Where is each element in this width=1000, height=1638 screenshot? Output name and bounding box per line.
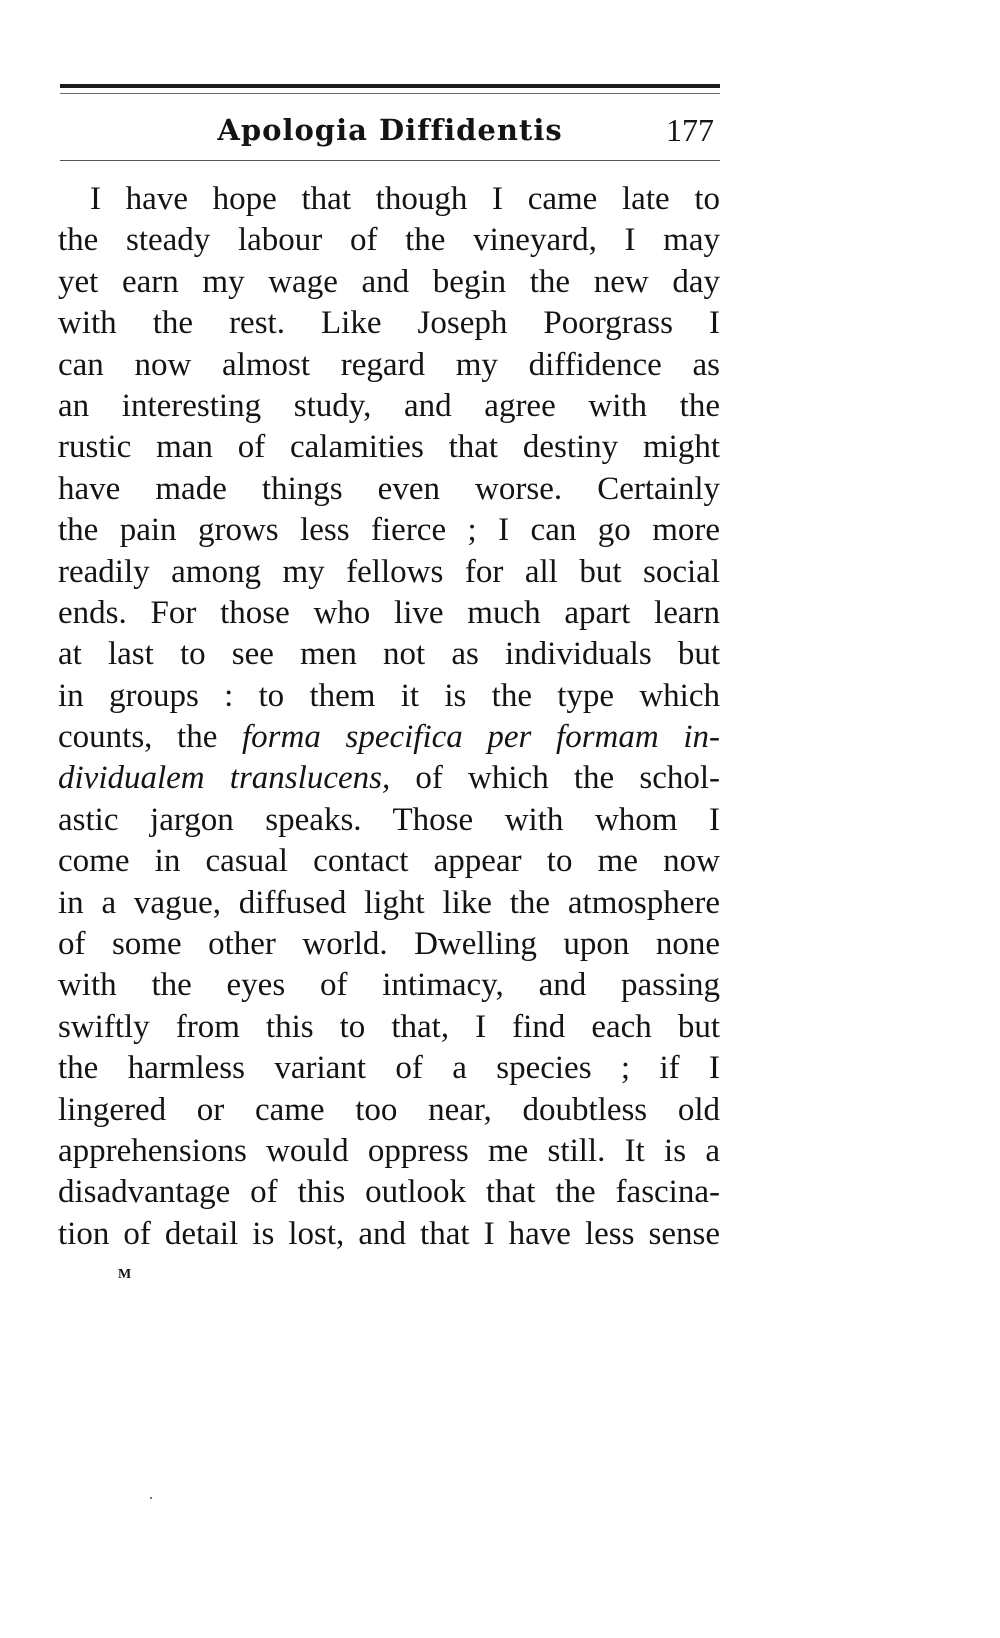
running-head — [60, 110, 720, 154]
text-line: astic jargon speaks. Those with whom I — [58, 801, 720, 838]
text-line: of some other world. Dwelling upon none — [58, 926, 720, 963]
text-line: in groups : to them it is the type which — [58, 677, 720, 714]
body-text — [58, 179, 720, 1255]
text-line: tion of detail is lost, and that I have less sense — [58, 1215, 720, 1252]
text-line: the pain grows less fierce ; I can go more — [58, 512, 720, 549]
text-line: apprehensions would oppress me still. It is a — [58, 1132, 720, 1169]
signature-mark: M — [118, 1267, 133, 1282]
text-line: an interesting study, and agree with the — [58, 387, 720, 424]
text-line: ends. For those who live much apart learn — [58, 594, 720, 631]
running-title: Apologia Diffidentis — [217, 113, 563, 147]
text-line: swiftly from this to that, I find each but — [58, 1008, 720, 1045]
text-line: counts, the forma specifica per formam in- — [58, 719, 720, 756]
text-line: lingered or came too near, doubtless old — [58, 1091, 720, 1128]
text-line: the harmless variant of a species ; if I — [58, 1050, 720, 1087]
italic-phrase: dividualem translucens, — [58, 760, 391, 797]
italic-phrase: forma specifica per formam in- — [242, 719, 720, 756]
text-line: have made things even worse. Certainly — [58, 470, 720, 507]
header-rule-bottom — [60, 160, 720, 161]
text-line: in a vague, diffused light like the atmosphere — [58, 884, 720, 921]
header-rule-thin — [60, 93, 720, 94]
text-line: readily among my fellows for all but social — [58, 553, 720, 590]
text-line: with the rest. Like Joseph Poorgrass I — [58, 305, 720, 342]
header-rule-thick — [60, 84, 720, 88]
text-line: at last to see men not as individuals but — [58, 636, 720, 673]
text-line: dividualem translucens, of which the schol- — [58, 760, 720, 797]
page-number: 177 — [666, 112, 714, 148]
text-line: come in casual contact appear to me now — [58, 843, 720, 880]
text-line: rustic man of calamities that destiny might — [58, 429, 720, 466]
text-line: yet earn my wage and begin the new day — [58, 263, 720, 300]
text-line: I have hope that though I came late to — [90, 181, 720, 217]
text-line: with the eyes of intimacy, and passing — [58, 967, 720, 1004]
text-line: can now almost regard my diffidence as — [58, 346, 720, 383]
text-line: disadvantage of this outlook that the fascina- — [58, 1174, 720, 1211]
paper-speck — [150, 1497, 152, 1499]
text-line: the steady labour of the vineyard, I may — [58, 222, 720, 259]
